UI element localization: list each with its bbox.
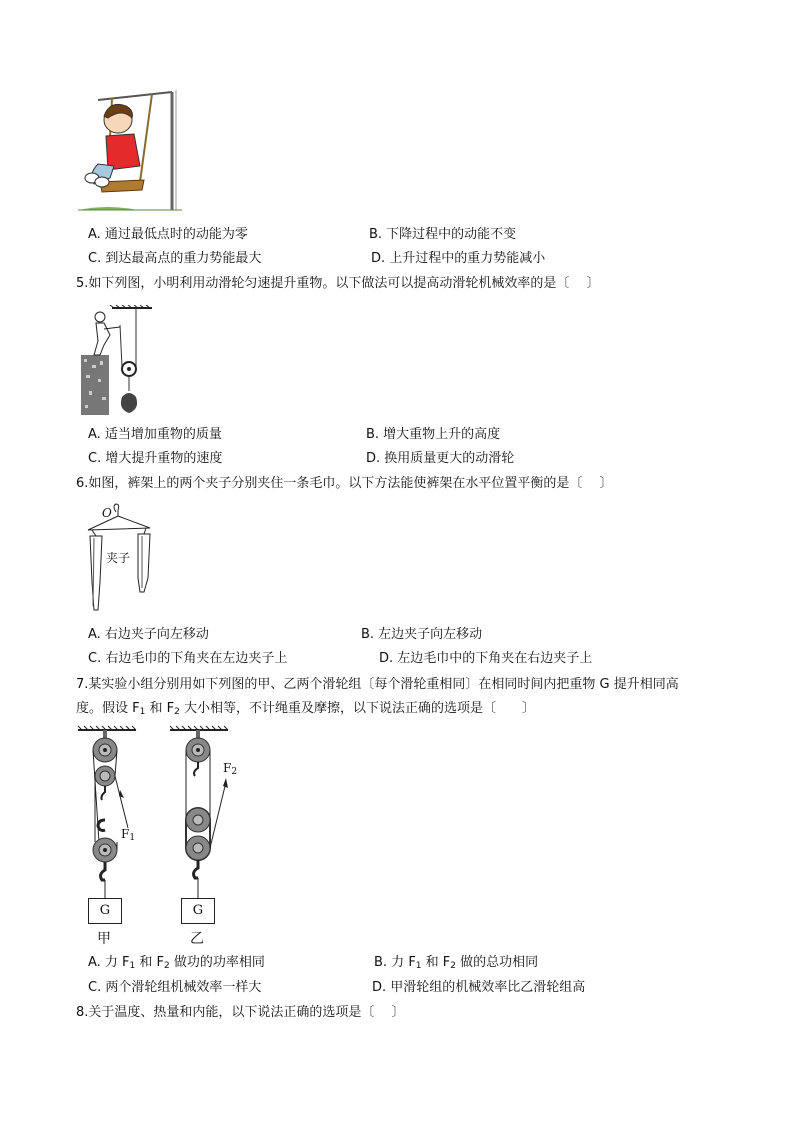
q5-option-d: D. 换用质量更大的动滑轮 bbox=[366, 451, 515, 466]
pulley-man-figure bbox=[80, 305, 152, 417]
q5-stem: 5.如下列图，小明利用动滑轮匀速提升重物。以下做法可以提高动滑轮机械效率的是〔 〕 bbox=[76, 276, 600, 291]
hanger-label-clip: 夹子 bbox=[106, 551, 131, 565]
weight-box-yi bbox=[181, 898, 215, 924]
q6-option-d: D. 左边毛巾中的下角夹在右边夹子上 bbox=[379, 651, 593, 666]
swing-figure bbox=[78, 86, 182, 212]
weight-label-jia: G bbox=[99, 903, 111, 918]
q6-option-c: C. 右边毛巾的下角夹在左边夹子上 bbox=[88, 651, 288, 666]
q5-option-c: C. 增大提升重物的速度 bbox=[88, 451, 223, 466]
q5-option-b: B. 增大重物上升的高度 bbox=[366, 427, 501, 442]
q7-stem-line1: 7.某实验小组分别用如下列图的甲、乙两个滑轮组〔每个滑轮重相同〕在相同时间内把重物 G 提升相同高 bbox=[76, 677, 679, 692]
q4-option-b: B. 下降过程中的动能不变 bbox=[369, 227, 517, 242]
hanger-label-o: O bbox=[102, 506, 112, 520]
force-label-f1: $F_1$ bbox=[121, 827, 136, 843]
q4-option-c: C. 到达最高点的重力势能最大 bbox=[88, 251, 262, 266]
q6-option-b: B. 左边夹子向左移动 bbox=[361, 627, 483, 642]
q5-option-a: A. 适当增加重物的质量 bbox=[88, 427, 222, 442]
q7-option-c: C. 两个滑轮组机械效率一样大 bbox=[88, 980, 262, 995]
q7-option-d: D. 甲滑轮组的机械效率比乙滑轮组高 bbox=[372, 980, 586, 995]
label-jia: 甲 bbox=[97, 931, 111, 947]
q6-option-a: A. 右边夹子向左移动 bbox=[88, 627, 209, 642]
weight-box-jia bbox=[88, 898, 122, 924]
q7-option-a: A. 力 $F_1$ 和 $F_2$ 做功的功率相同 bbox=[88, 955, 265, 971]
label-yi: 乙 bbox=[190, 931, 204, 947]
pulley-system-jia bbox=[74, 724, 140, 924]
force-label-f2: $F_2$ bbox=[223, 761, 238, 777]
pulley-system-yi bbox=[168, 724, 238, 924]
q7-stem-line2: 度。假设 $F_1$ 和 $F_2$ 大小相等，不计绳重及摩擦，以下说法正确的选项是〔 〕 bbox=[76, 701, 535, 717]
q8-stem: 8.关于温度、热量和内能，以下说法正确的选项是〔 〕 bbox=[76, 1005, 405, 1020]
q4-option-d: D. 上升过程中的重力势能减小 bbox=[371, 251, 546, 266]
q7-option-b: B. 力 $F_1$ 和 $F_2$ 做的总功相同 bbox=[374, 955, 539, 971]
q4-option-a: A. 通过最低点时的动能为零 bbox=[88, 227, 248, 242]
q6-stem: 6.如图，裤架上的两个夹子分别夹住一条毛巾。以下方法能使裤架在水平位置平衡的是〔 〕 bbox=[76, 476, 613, 491]
weight-label-yi: G bbox=[192, 903, 204, 918]
